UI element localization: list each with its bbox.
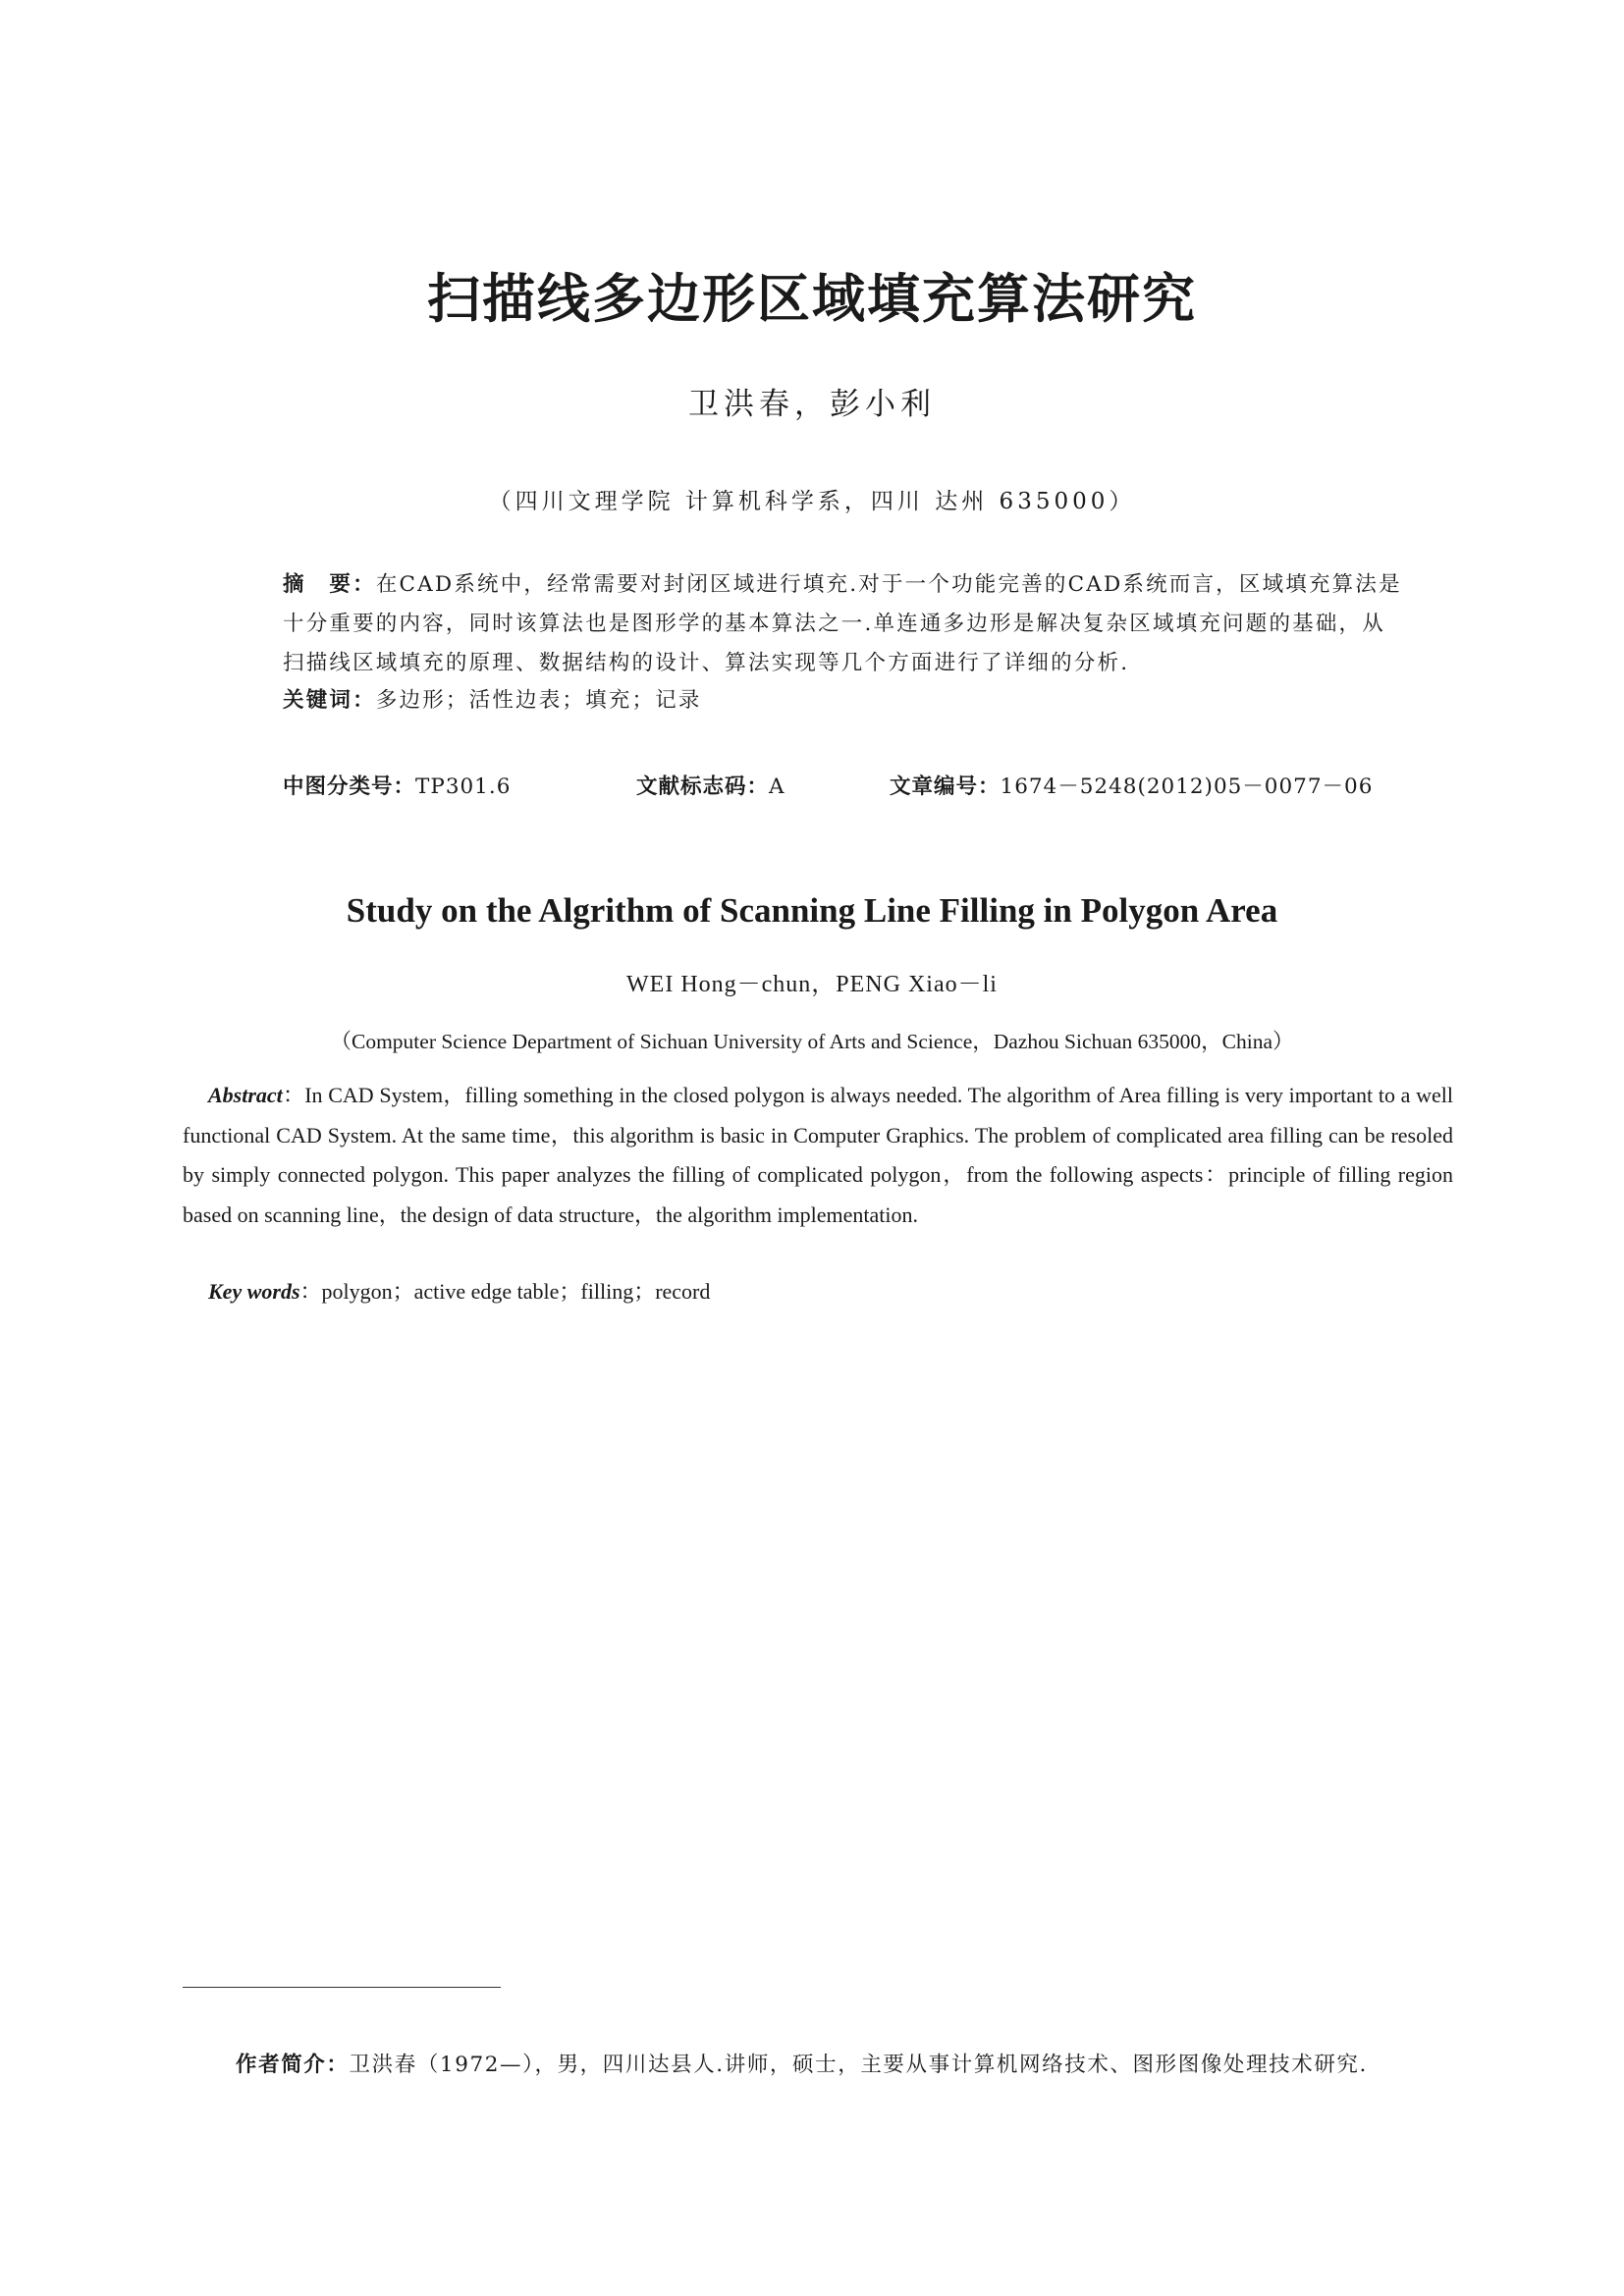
english-affiliation: （Computer Science Department of Sichuan University of Arts and Science，Dazhou Sichuan 635000，China） <box>330 1030 1294 1053</box>
chinese-title: 扫描线多边形区域填充算法研究 <box>427 267 1197 330</box>
chinese-keywords <box>283 683 702 714</box>
document-code-value: A <box>769 774 785 799</box>
footnote-divider <box>183 1987 501 1988</box>
chinese-affiliation: （四川文理学院 计算机科学系，四川 达州 635000） <box>488 489 1136 514</box>
chinese-abstract <box>283 565 1402 683</box>
english-abstract <box>183 1076 1453 1235</box>
english-keywords-text: polygon；active edge table；filling；record <box>321 1279 711 1304</box>
english-authors: WEI Hong－chun，PENG Xiao－li <box>626 972 998 997</box>
author-footnote-label: 作者简介： <box>236 2053 350 2077</box>
english-keywords-separator: ： <box>299 1279 322 1304</box>
english-abstract-text: In CAD System，filling something in the closed polygon is always needed. The algorithm of Area filling is very important to a well functional CAD System. At the same time，this algorithm is basic in Computer Graphics. The problem of complicated area filling can be resoled by simply connected polygon. This paper analyzes the filling of complicated polygon，from the following aspects：principle of filling region based on scanning line，the design of data structure，the algorithm implementation. <box>183 1083 1453 1227</box>
chinese-keywords-label: 关键词： <box>283 688 376 713</box>
chinese-abstract-label: 摘 要： <box>283 572 376 597</box>
chinese-abstract-text: 在CAD系统中，经常需要对封闭区域进行填充.对于一个功能完善的CAD系统而言，区域填充算法是十分重要的内容，同时该算法也是图形学的基本算法之一.单连通多边形是解决复杂区域填充问题的基础，从扫描线区域填充的原理、数据结构的设计、算法实现等几个方面进行了详细的分析. <box>283 572 1402 675</box>
clc-value: TP301.6 <box>415 774 512 799</box>
author-footnote-text: 卫洪春（1972—），男，四川达县人.讲师，硕士，主要从事计算机网络技术、图形图像处理技术研究. <box>349 2053 1368 2077</box>
chinese-keywords-text: 多边形；活性边表；填充；记录 <box>375 688 702 713</box>
english-abstract-label: Abstract <box>208 1083 283 1107</box>
chinese-authors: 卫洪春，彭小利 <box>688 387 936 422</box>
article-number <box>890 770 1373 800</box>
clc-label: 中图分类号： <box>283 774 416 799</box>
document-code-label: 文献标志码： <box>636 774 770 799</box>
english-abstract-separator: ： <box>282 1083 305 1107</box>
article-number-label: 文章编号： <box>890 774 1001 799</box>
article-number-value: 1674－5248(2012)05－0077－06 <box>1000 774 1374 799</box>
english-title: Study on the Algrithm of Scanning Line Filling in Polygon Area <box>346 891 1278 930</box>
author-footnote <box>236 2048 1368 2078</box>
document-code <box>636 770 785 800</box>
english-keywords <box>208 1275 710 1306</box>
clc-number <box>283 770 511 800</box>
english-keywords-label: Key words <box>208 1279 300 1304</box>
